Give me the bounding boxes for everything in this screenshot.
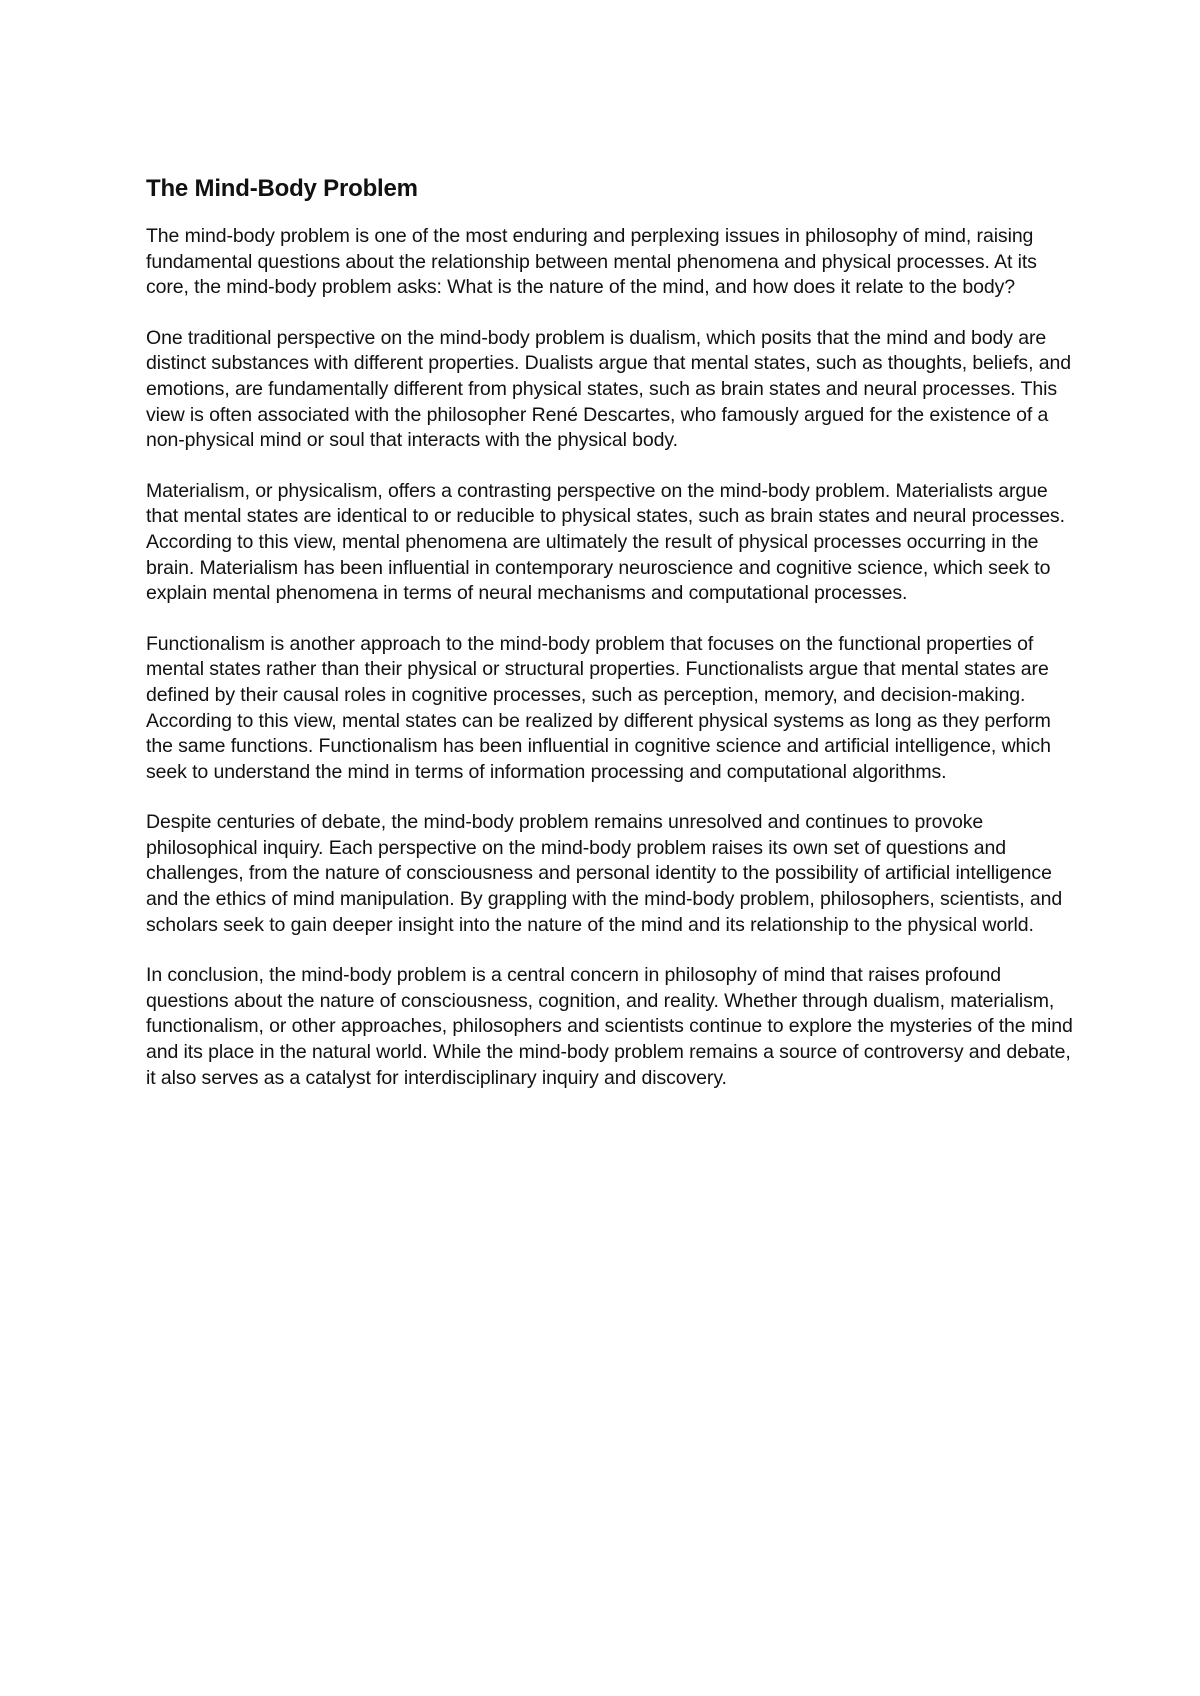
paragraph-debate: Despite centuries of debate, the mind-body problem remains unresolved and continues to provoke philosophical inquiry. Each perspective on the mind-body problem raises its own set of questions and challenges, from the nature of consciousness and personal identity to the possibility of artificial intelligence and the ethics of mind manipulation. By grappling with the mind-body problem, philosophers, scientists, and scholars seek to gain deeper insight into the nature of the mind and its relationship to the physical world. xyxy=(146,811,1063,936)
paragraph-functionalism: Functionalism is another approach to the mind-body problem that focuses on the functional properties of mental states rather than their physical or structural properties. Functionalists argue that mental states are defined by their causal roles in cognitive processes, such as perception, memory, and decision-making. According to this view, mental states can be realized by different physical systems as long as they perform the same functions. Functionalism has been influential in cognitive science and artificial intelligence, which seek to understand the mind in terms of information processing and computational algorithms. xyxy=(146,632,1051,783)
paragraph-dualism: One traditional perspective on the mind-body problem is dualism, which posits that the mind and body are distinct substances with different properties. Dualists argue that mental states, such as thoughts, beliefs, and emotions, are fundamentally different from physical states, such as brain states and neural processes. This view is often associated with the philosopher René Descartes, who famously argued for the existence of a non-physical mind or soul that interacts with the physical body. xyxy=(146,326,1071,452)
paragraph-conclusion: In conclusion, the mind-body problem is a central concern in philosophy of mind that raises profound questions about the nature of consciousness, cognition, and reality. Whether through dualism, materialism, functionalism, or other approaches, philosophers and scientists continue to explore the mysteries of the mind and its place in the natural world. While the mind-body problem remains a source of controversy and debate, it also serves as a catalyst for interdisciplinary inquiry and discovery. xyxy=(146,964,1073,1089)
document-body xyxy=(146,174,1076,1116)
document-title: The Mind-Body Problem xyxy=(146,175,418,202)
paragraph-materialism: Materialism, or physicalism, offers a contrasting perspective on the mind-body problem. Materialists argue that mental states are identical to or reducible to physical states, such as brain states and neural processes. According to this view, mental phenomena are ultimately the result of physical processes occurring in the brain. Materialism has been influential in contemporary neuroscience and cognitive science, which seek to explain mental phenomena in terms of neural mechanisms and computational processes. xyxy=(146,479,1065,605)
paragraph-introduction: The mind-body problem is one of the most enduring and perplexing issues in philosophy of mind, raising fundamental questions about the relationship between mental phenomena and physical processes. At its core, the mind-body problem asks: What is the nature of the mind, and how does it relate to the body? xyxy=(146,225,1037,299)
